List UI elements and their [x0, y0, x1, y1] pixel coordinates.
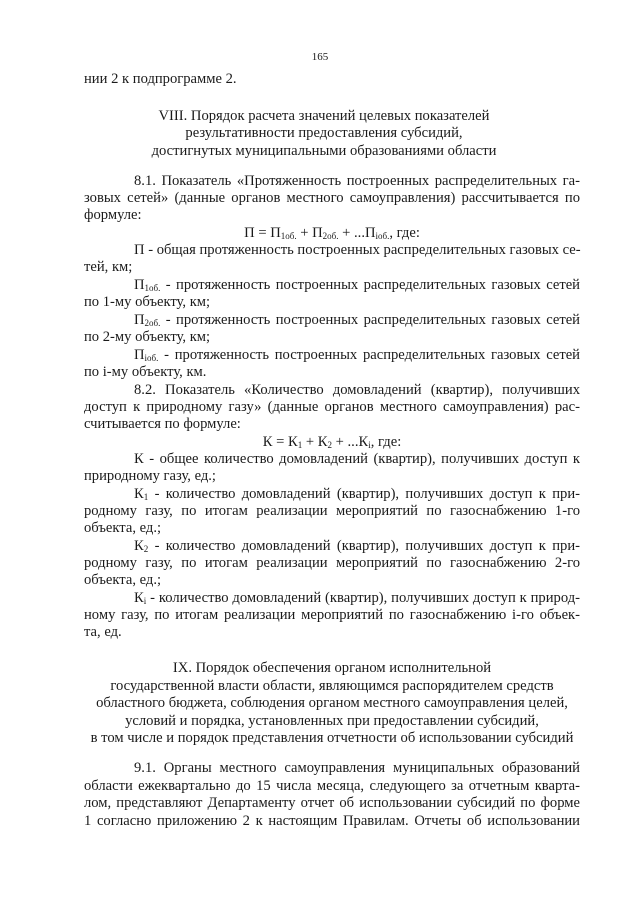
paragraph-line: по i-му объекту, км. [84, 364, 207, 380]
section-heading-line: областного бюджета, соблюдения органом местного самоуправления целей, [96, 695, 568, 711]
paragraph-line: родному газу, по итогам реализации мероприятий по газоснабжению 1-го [84, 503, 580, 519]
paragraph-line: области ежеквартально до 15 числа месяца, следующего за отчетным кварта- [84, 778, 580, 794]
paragraph-line: $К_i$ - количество домовладений (квартир), получивших доступ к природ- [134, 590, 580, 606]
paragraph-line: 9.1. Органы местного самоуправления муниципальных образований [134, 760, 580, 776]
paragraph-line: тей, км; [84, 259, 133, 275]
paragraph-line: П - общая протяженность построенных распределительных газовых се- [134, 242, 581, 258]
paragraph-line: лом, представляют Департаменту отчет об использовании субсидий по форме [84, 795, 580, 811]
formula: $П = П_{1об.} + П_{2об.} + ...П_{iоб.}$, где: [244, 225, 420, 241]
paragraph-line: $К_2$ - количество домовладений (квартир), получивших доступ к при- [134, 538, 580, 554]
paragraph-line: родному газу, по итогам реализации мероприятий по газоснабжению 2-го [84, 555, 580, 571]
paragraph-line: $П_{iоб.}$ - протяженность построенных распределительных газовых сетей [134, 347, 580, 363]
section-heading-line: IX. Порядок обеспечения органом исполнительной [172, 660, 492, 676]
paragraph-line: 8.1. Показатель «Протяженность построенных распределительных га- [134, 173, 580, 189]
section-heading-line: достигнутых муниципальными образованиями области [151, 143, 497, 159]
paragraph-line: природному газу, ед.; [84, 468, 216, 484]
paragraph-line: доступ к природному газу» (данные органов местного самоуправления) рас- [84, 399, 580, 415]
paragraph-line: К - общее количество домовладений (квартир), получивших доступ к [134, 451, 580, 467]
section-heading-line: условий и порядка, установленных при предоставлении субсидий, [125, 713, 539, 729]
paragraph-line: 8.2. Показатель «Количество домовладений (квартир), получивших [134, 382, 580, 398]
paragraph-line: объекта, ед.; [84, 572, 162, 588]
section-heading-line: VIII. Порядок расчета значений целевых показателей [158, 108, 490, 124]
paragraph-line: по 2-му объекту, км; [84, 329, 211, 345]
paragraph-line: 1 согласно приложению 2 к настоящим Правилам. Отчеты об использовании [84, 813, 580, 829]
paragraph-line: $П_{1об.}$ - протяженность построенных распределительных газовых сетей [134, 277, 580, 293]
paragraph-line: $П_{2об.}$ - протяженность построенных распределительных газовых сетей [134, 312, 580, 328]
paragraph-line: по 1-му объекту, км; [84, 294, 211, 310]
paragraph-line: формуле: [84, 207, 142, 223]
section-heading-line: в том числе и порядок представления отчетности об использовании субсидий [90, 730, 574, 746]
section-heading-line: государственной власти области, являющимся распорядителем средств [110, 678, 554, 694]
paragraph-line: считывается по формуле: [84, 416, 241, 432]
text-line: нии 2 к подпрограмме 2. [84, 71, 237, 87]
paragraph-line: объекта, ед.; [84, 520, 162, 536]
paragraph-line: та, ед. [84, 624, 122, 640]
section-heading-line: результативности предоставления субсидий, [185, 125, 463, 141]
paragraph-line: ному газу, по итогам реализации мероприятий по газоснабжению i-го объек- [84, 607, 580, 623]
page-number: 165 [311, 51, 329, 63]
formula: $К = К_1 + К_2 + ...К_i$, где: [262, 434, 402, 450]
paragraph-line: $К_1$ - количество домовладений (квартир), получивших доступ к при- [134, 486, 580, 502]
paragraph-line: зовых сетей» (данные органов местного самоуправления) рассчитывается по [84, 190, 580, 206]
